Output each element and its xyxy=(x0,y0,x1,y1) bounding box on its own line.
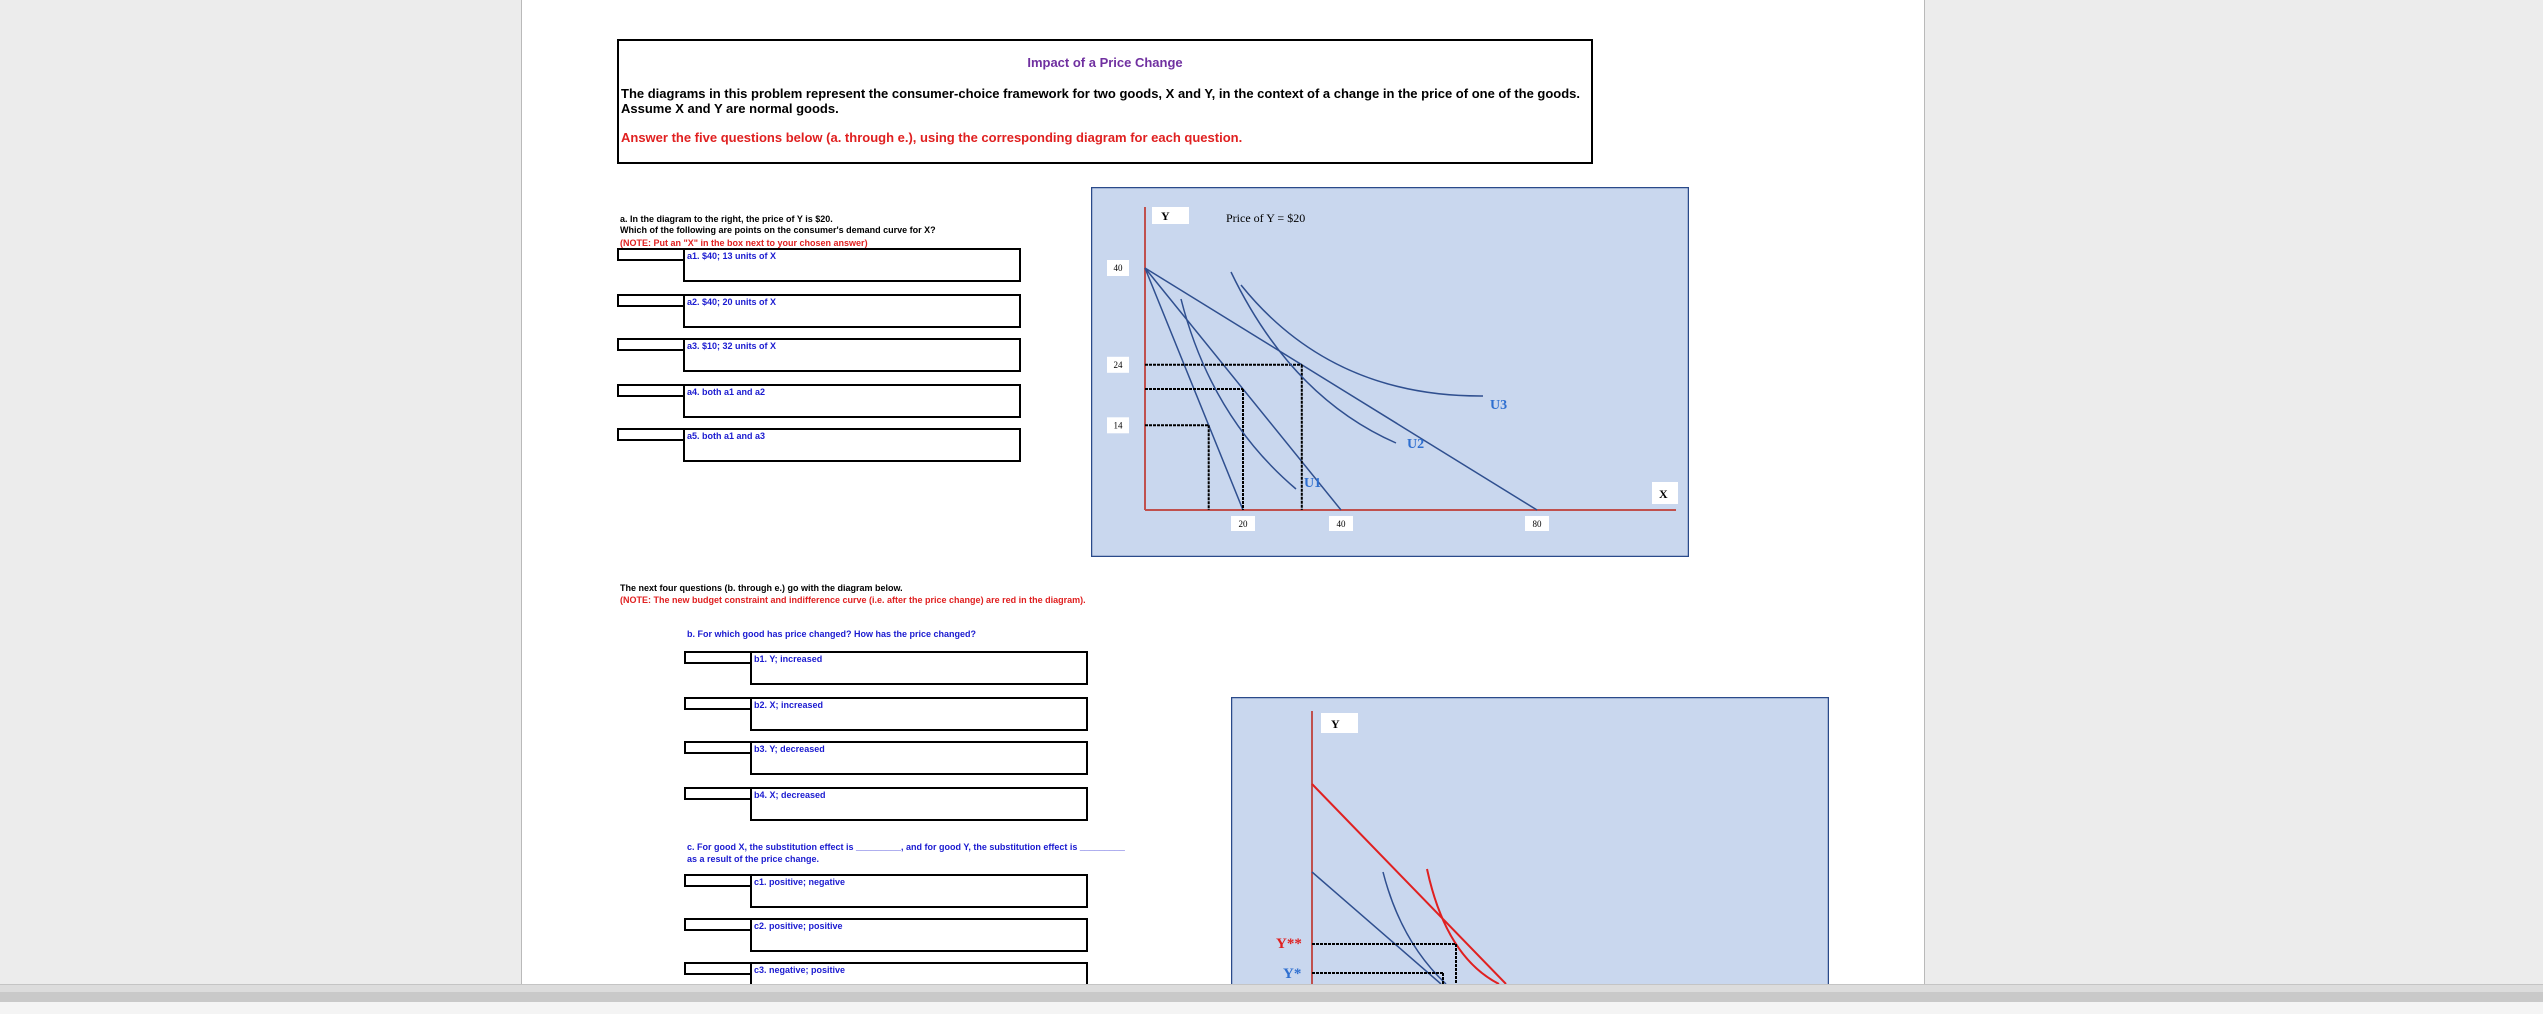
chart1-xtick-0: 20 xyxy=(1238,519,1248,529)
chart2-ylabel: Y xyxy=(1331,717,1340,731)
answer-a2-label: a2. $40; 20 units of X xyxy=(687,297,777,307)
chart1-ylabel-box xyxy=(1152,207,1189,224)
answer-a1-checkbox[interactable] xyxy=(617,248,685,261)
question-a-note: (NOTE: Put an "X" in the box next to your chosen answer) xyxy=(620,238,868,248)
page-title: Impact of a Price Change xyxy=(1027,55,1183,70)
answer-c2-label: c2. positive; positive xyxy=(754,921,843,931)
answer-a5 xyxy=(683,428,1021,462)
chart-price-change xyxy=(1231,697,1829,984)
answer-c3-label: c3. negative; positive xyxy=(754,965,846,975)
chart1-ytick-1: 24 xyxy=(1113,359,1123,370)
answer-b4-checkbox[interactable] xyxy=(684,787,752,800)
answer-b2 xyxy=(750,697,1088,731)
question-a-line1: a. In the diagram to the right, the price of Y is $20. xyxy=(620,214,833,224)
chart2-background xyxy=(1232,698,1829,985)
next-questions-note: (NOTE: The new budget constraint and indifference curve (i.e. after the price change) are red in the diagram). xyxy=(620,595,1086,605)
intro-instruction: Answer the five questions below (a. through e.), using the corresponding diagram for each question. xyxy=(621,130,1243,145)
chart1-ylabel: Y xyxy=(1161,209,1170,223)
horizontal-scrollbar-thumb[interactable] xyxy=(0,992,2543,1002)
answer-a3 xyxy=(683,338,1021,372)
answer-b3-checkbox[interactable] xyxy=(684,741,752,754)
chart1-xtick-1: 40 xyxy=(1336,519,1346,529)
next-questions-intro: The next four questions (b. through e.) go with the diagram below. xyxy=(620,583,903,593)
answer-a2 xyxy=(683,294,1021,328)
answer-b3 xyxy=(750,741,1088,775)
answer-a3-checkbox[interactable] xyxy=(617,338,685,351)
answer-a2-checkbox[interactable] xyxy=(617,294,685,307)
question-b-prompt: b. For which good has price changed? How has the price changed? xyxy=(687,629,977,639)
chart1-title: Price of Y = $20 xyxy=(1226,211,1306,225)
answer-a5-checkbox[interactable] xyxy=(617,428,685,441)
chart1-background xyxy=(1092,188,1689,557)
chart-price-of-y xyxy=(1091,187,1689,557)
answer-a1-label: a1. $40; 13 units of X xyxy=(687,251,777,261)
chart1-xlabel: X xyxy=(1659,487,1668,501)
horizontal-scrollbar[interactable] xyxy=(0,984,2543,1014)
chart1-ytick-2: 40 xyxy=(1113,263,1123,273)
answer-b2-label: b2. X; increased xyxy=(754,700,824,710)
answer-a1 xyxy=(683,248,1021,282)
answer-a5-label: a5. both a1 and a3 xyxy=(687,431,766,441)
answer-c1 xyxy=(750,874,1088,908)
answer-b4-label: b4. X; decreased xyxy=(754,790,826,800)
chart1-xtick-2: 80 xyxy=(1532,519,1542,529)
answer-c1-label: c1. positive; negative xyxy=(754,877,846,887)
answer-c1-checkbox[interactable] xyxy=(684,874,752,887)
label-u3: U3 xyxy=(1490,398,1508,413)
answer-b2-checkbox[interactable] xyxy=(684,697,752,710)
chart1-ytick-0: 14 xyxy=(1113,420,1123,431)
answer-c2 xyxy=(750,918,1088,952)
answer-a3-label: a3. $10; 32 units of X xyxy=(687,341,777,351)
answer-c2-checkbox[interactable] xyxy=(684,918,752,931)
intro-text: The diagrams in this problem represent the consumer-choice framework for two goods, X and Y, in the context of a change in the price of one of the goods. Assume X and Y are normal goods. xyxy=(621,86,1581,116)
question-c-line1: c. For good X, the substitution effect is _________, and for good Y, the substitution effect is _________ xyxy=(687,842,1125,852)
intro-box xyxy=(617,39,1593,164)
answer-a4-label: a4. both a1 and a2 xyxy=(687,387,766,397)
answer-c3 xyxy=(750,962,1088,984)
question-a-line2: Which of the following are points on the consumer's demand curve for X? xyxy=(620,225,936,235)
scrollbar-track xyxy=(0,1002,2543,1014)
answer-c3-checkbox[interactable] xyxy=(684,962,752,975)
answer-b3-label: b3. Y; decreased xyxy=(754,744,825,754)
chart2-ystar-label: Y* xyxy=(1283,966,1302,982)
question-c-line2: as a result of the price change. xyxy=(687,854,820,864)
answer-b1-label: b1. Y; increased xyxy=(754,654,823,664)
answer-b1-checkbox[interactable] xyxy=(684,651,752,664)
answer-a4-checkbox[interactable] xyxy=(617,384,685,397)
answer-b1 xyxy=(750,651,1088,685)
answer-a4 xyxy=(683,384,1021,418)
answer-b4 xyxy=(750,787,1088,821)
label-u2: U2 xyxy=(1407,437,1425,452)
label-u1: U1 xyxy=(1304,476,1322,491)
chart2-ystarstar-label: Y** xyxy=(1276,936,1302,952)
